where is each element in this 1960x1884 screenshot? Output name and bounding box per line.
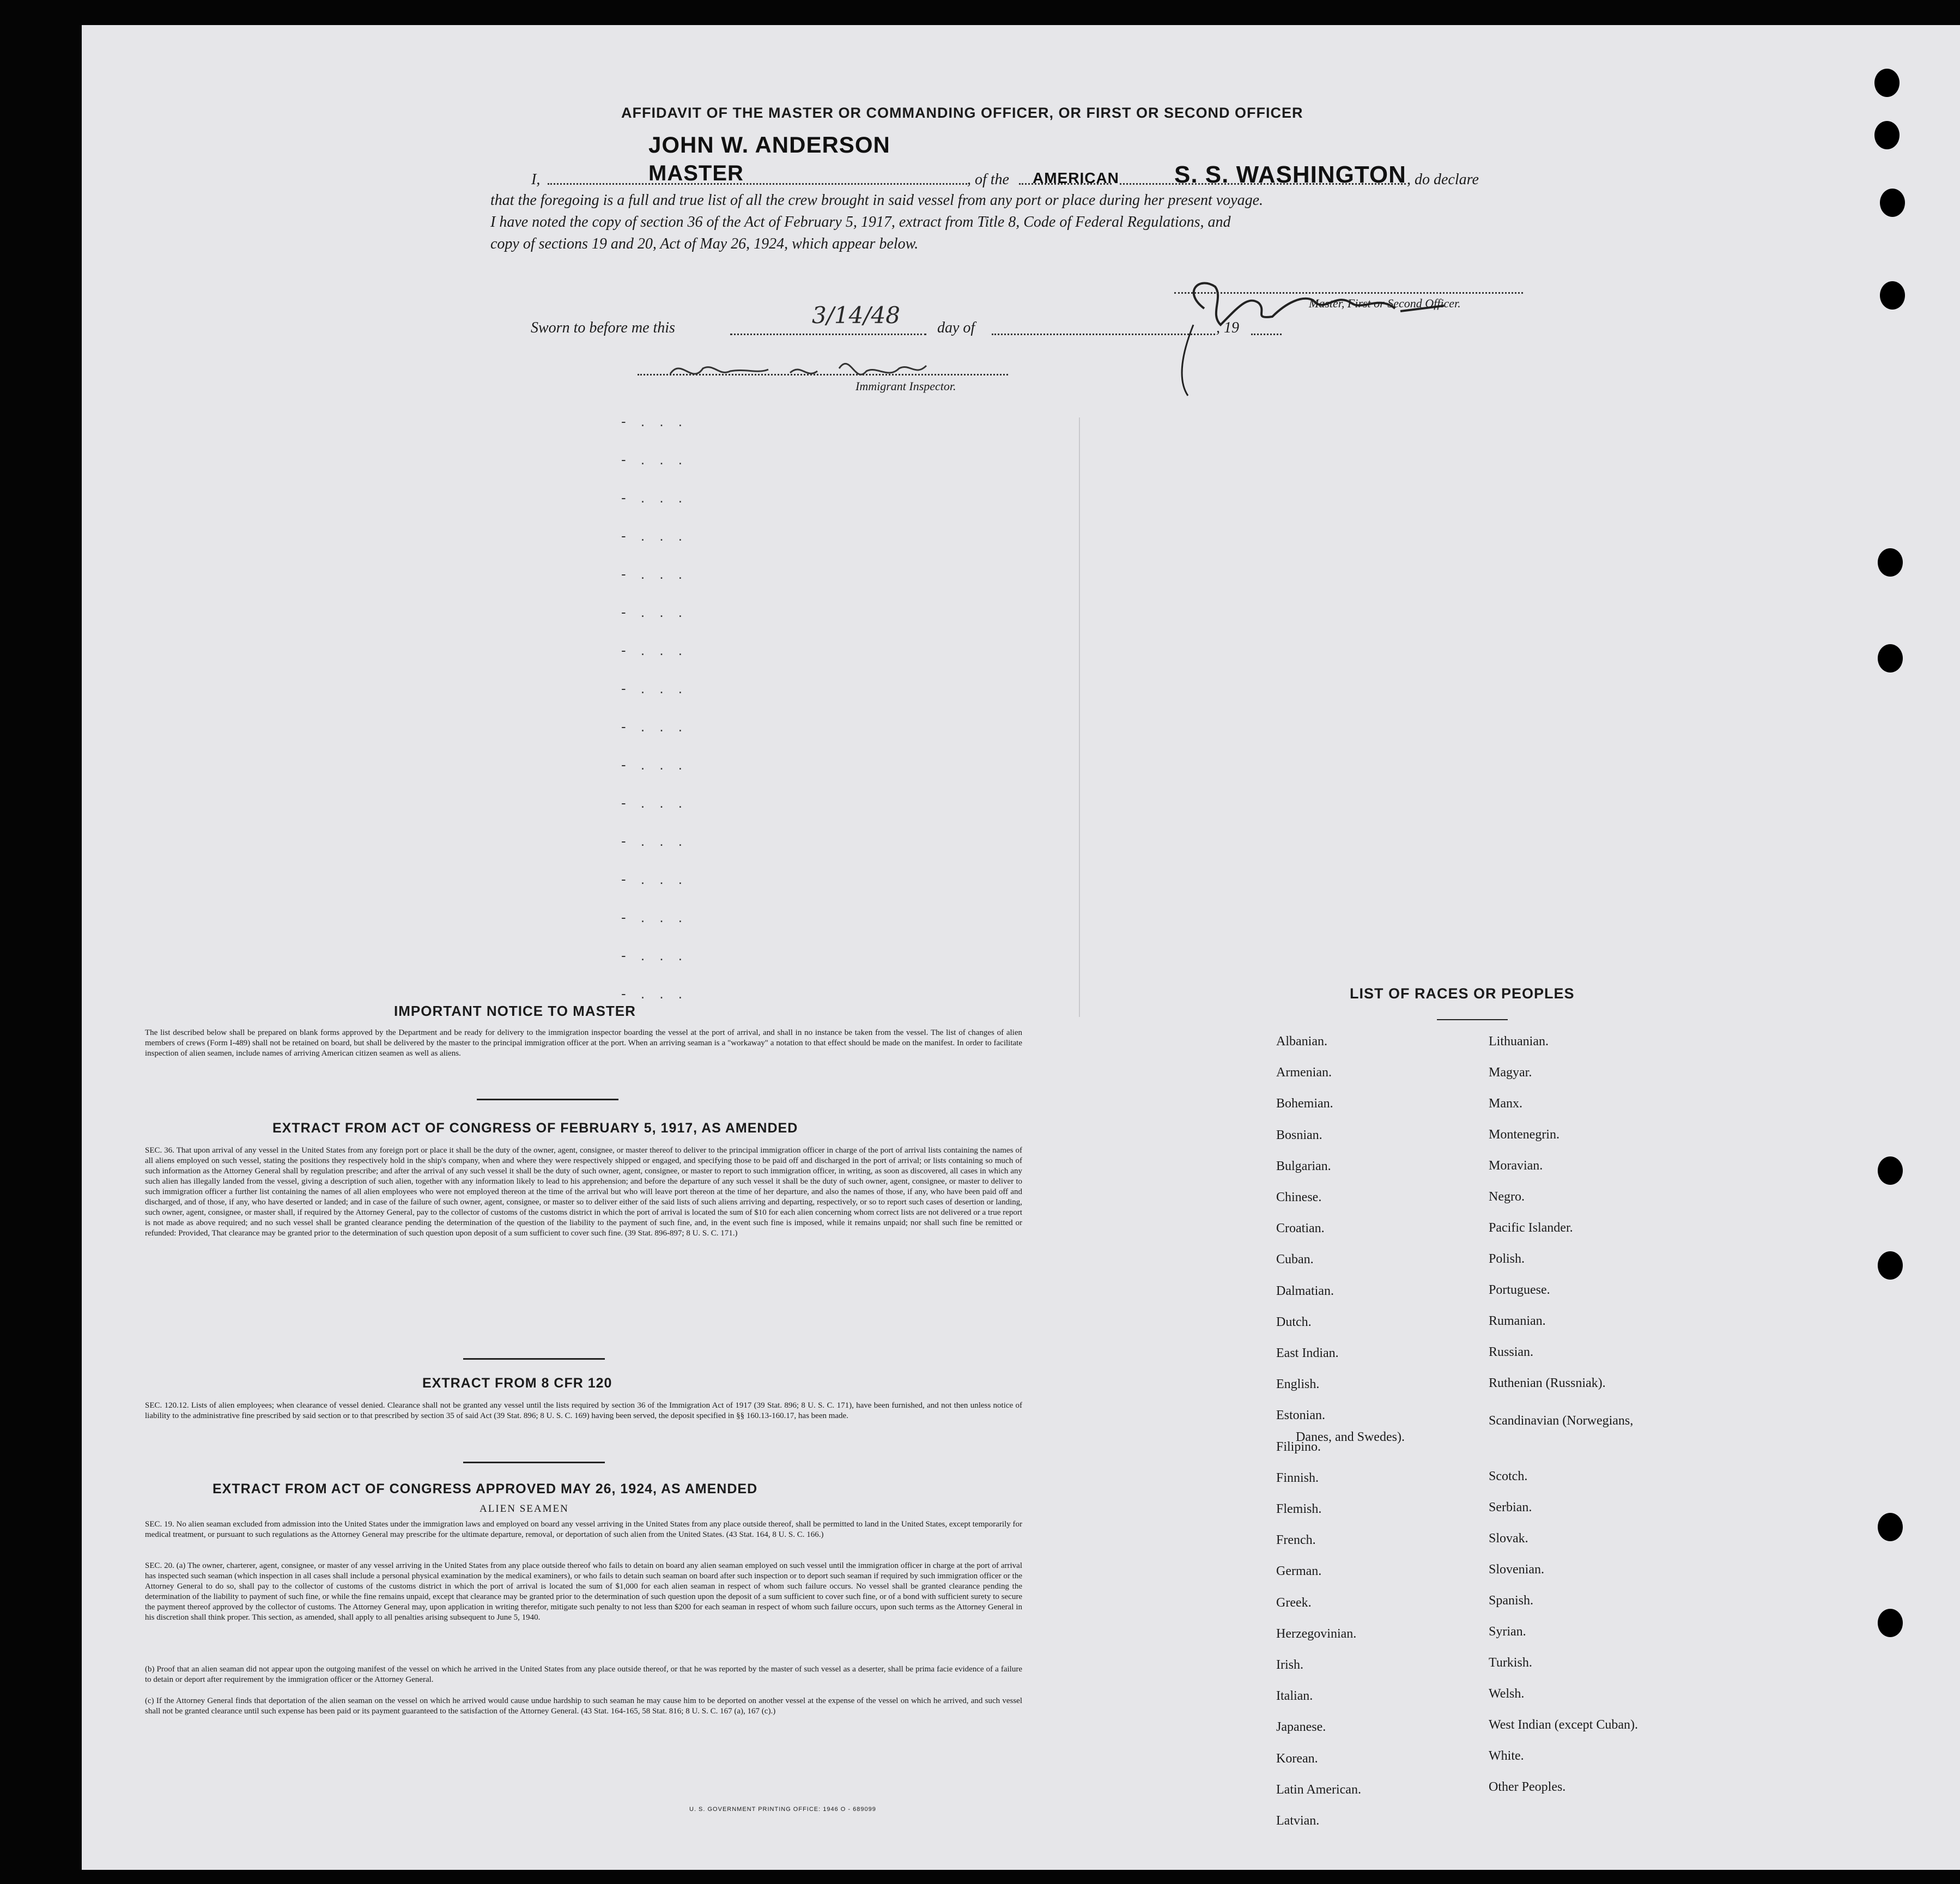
- extract-cfr-text: SEC. 120.12. Lists of alien employees; when clearance of vessel denied. Clearance shall not be granted any vessel until the lists required by section 36 of the Immigration Act of 1917 (39 Stat. 896; 8 U. S. C. 171), have been furnished, and not then unless notice of liability to the administrative fine prescribed by said section or to that prescribed by section 35 of said Act (39 Stat. 896; 8 U. S. C. 169) having been served, the deposit specified in §§ 160.13-160.17, has been made.: [145, 1401, 1022, 1420]
- row-mark: - . . .: [621, 985, 688, 1002]
- notice-text: The list described below shall be prepared on blank forms approved by the Department and be ready for delivery to the immigration inspector boarding the vessel at the port of arrival, and shall in no instance be taken from the vessel. The list of changes of alien members of crews (Form I-489) shall not be retained on board, but shall be delivered by the master to the principal immigration officer at the port. When an arriving seaman is a "workaway" a notation to that effect should be made on the manifest. In order to facilitate inspection of alien seamen, include names of arriving American citizen seamen as well as aliens.: [145, 1028, 1022, 1058]
- race-item: Danes, and Swedes).: [1296, 1430, 1405, 1444]
- race-item: Japanese.: [1276, 1720, 1326, 1735]
- master-signature-line: [1174, 292, 1523, 294]
- race-item: Slovak.: [1489, 1531, 1528, 1546]
- race-item: Herzegovinian.: [1276, 1626, 1357, 1641]
- row-mark: - . . .: [621, 756, 688, 773]
- race-item: Spanish.: [1489, 1594, 1534, 1608]
- race-item: Scotch.: [1489, 1469, 1528, 1483]
- alien-seamen-subtitle: ALIEN SEAMEN: [480, 1503, 569, 1515]
- master-name: JOHN W. ANDERSON: [648, 132, 890, 157]
- inspector-signature-line: [638, 374, 1008, 375]
- race-item: Negro.: [1489, 1190, 1525, 1204]
- of-the-label: , of the: [967, 171, 1009, 188]
- race-item: Ruthenian (Russniak).: [1489, 1376, 1606, 1390]
- race-item: Irish.: [1276, 1658, 1303, 1672]
- affidavit-line-3: I have noted the copy of section 36 of the Act of February 5, 1917, extract from Title 8, Code of Federal Regulations, and: [490, 214, 1231, 231]
- race-item: Lithuanian.: [1489, 1034, 1549, 1049]
- row-mark: - . . .: [621, 795, 688, 811]
- race-item: Filipino.: [1276, 1439, 1321, 1454]
- race-item: Latvian.: [1276, 1814, 1320, 1828]
- printing-office-footer: U. S. GOVERNMENT PRINTING OFFICE: 1946 O - 689099: [689, 1806, 876, 1813]
- punch-hole: [1878, 548, 1903, 577]
- race-item: White.: [1489, 1749, 1524, 1763]
- document-sheet: [82, 25, 1960, 1870]
- race-item: Latin American.: [1276, 1782, 1361, 1797]
- row-mark: - . . .: [621, 489, 688, 506]
- punch-hole: [1878, 1609, 1903, 1637]
- extract-1924-title: EXTRACT FROM ACT OF CONGRESS APPROVED MAY 26, 1924, AS AMENDED: [213, 1481, 758, 1497]
- race-item: Magyar.: [1489, 1065, 1532, 1080]
- affidavit-title: AFFIDAVIT OF THE MASTER OR COMMANDING OFFICER, OR FIRST OR SECOND OFFICER: [621, 105, 1303, 121]
- race-item: Manx.: [1489, 1097, 1522, 1111]
- row-mark: - . . .: [621, 833, 688, 849]
- faint-column-divider: [1079, 417, 1080, 1017]
- master-signature-caption: Master, First or Second Officer.: [1309, 296, 1461, 310]
- race-item: Korean.: [1276, 1751, 1318, 1766]
- race-item: English.: [1276, 1377, 1320, 1392]
- extract-1924-sec20c: (c) If the Attorney General finds that deportation of the alien seaman on the vessel on which he arrived would cause undue hardship to such seaman he may cause him to be deported on another vessel at the expense of the vessel on which he arrived, and such vessel shall not be granted clearance until such expense has been paid or its payment guaranteed to the satisfaction of the Attorney General. (43 Stat. 164-165, 58 Stat. 816; 8 U. S. C. 167 (a), 167 (c).): [145, 1697, 1022, 1716]
- race-item: Slovenian.: [1489, 1562, 1544, 1577]
- year-blank: [1251, 334, 1282, 335]
- year-label: , 19: [1216, 319, 1239, 336]
- race-item: Turkish.: [1489, 1656, 1532, 1670]
- do-declare-label: , do declare: [1407, 171, 1479, 188]
- notice-title: IMPORTANT NOTICE TO MASTER: [394, 1003, 636, 1019]
- race-item: Other Peoples.: [1489, 1780, 1566, 1794]
- affidavit-line-4: copy of sections 19 and 20, Act of May 26, 1924, which appear below.: [490, 235, 919, 252]
- race-item: Pacific Islander.: [1489, 1221, 1573, 1235]
- race-item: Serbian.: [1489, 1500, 1532, 1515]
- affidavit-i-label: I,: [531, 171, 541, 188]
- race-item: Estonian.: [1276, 1408, 1325, 1423]
- races-title-rule: [1437, 1019, 1508, 1020]
- extract-1924-sec20b: (b) Proof that an alien seaman did not appear upon the outgoing manifest of the vessel on which he arrived in the United States from any place outside thereof, or that he was reported by the master of such vessel as a deserter, shall be prima facie evidence of a failure to detain or deport after requirement by the immigration officer or the Attorney General.: [145, 1665, 1022, 1684]
- race-item: Cuban.: [1276, 1252, 1314, 1267]
- extract-1924-sec19: SEC. 19. No alien seaman excluded from admission into the United States under the immigration laws and employed on board any vessel arriving in the United States from any place outside thereof, shall be permitted to land in the United States, except temporarily for medical treatment, or pursuant to such regulations as the Attorney General may prescribe for the ultimate departure, removal, or deportation of such alien from the United States. (43 Stat. 164, 8 U. S. C. 166.): [145, 1520, 1022, 1539]
- section-divider: [477, 1099, 618, 1100]
- race-item: Dutch.: [1276, 1314, 1312, 1329]
- extract-1917-title: EXTRACT FROM ACT OF CONGRESS OF FEBRUARY 5, 1917, AS AMENDED: [272, 1120, 798, 1136]
- inspector-signature-caption: Immigrant Inspector.: [855, 379, 956, 393]
- section-divider: [463, 1462, 605, 1463]
- punch-hole: [1874, 69, 1900, 97]
- race-item: Syrian.: [1489, 1625, 1526, 1639]
- affidavit-line-2: that the foregoing is a full and true list of all the crew brought in said vessel from any port or place during her present voyage.: [490, 192, 1264, 209]
- race-item: East Indian.: [1276, 1346, 1339, 1360]
- races-title: LIST OF RACES OR PEOPLES: [1350, 985, 1575, 1002]
- race-item: Flemish.: [1276, 1502, 1322, 1516]
- row-mark: - . . .: [621, 718, 688, 735]
- month-blank: [992, 334, 1215, 335]
- extract-1924-sec20a: SEC. 20. (a) The owner, charterer, agent, consignee, or master of any vessel arriving in the United States from any place outside thereof who fails to detain on board any alien seaman employed on such vessel until the immigration officer in charge at the port of arrival has inspected such seaman (which inspection in all cases shall include a personal physical examination by the medical examiners), or who fails to detain such seaman on board after such inspection or to deport such seaman if required by such immigration officer or the Attorney General to do so, shall pay to the collector of customs of the customs district in which the port of arrival is located the sum of $1,000 for each alien seaman in respect of whom such failure occurs. No vessel shall be granted clearance pending the determination of the liability to payment of such fine, or while the fine remains unpaid, except that clearance may be granted prior to the determination of such question upon the deposit of a sum sufficient to cover such fine, or of a bond with sufficient surety to secure the payment thereof approved by the collector of customs. The Attorney General may, upon application in writing therefor, mitigate such penalty to not less than $200 for each seaman in respect of whom such failure occurs, upon such terms as the Attorney General in his discretion shall think proper. This section, as amended, shall apply to all penalties arising subsequent to June 5, 1940.: [145, 1561, 1022, 1622]
- sworn-date-blank: [730, 334, 926, 335]
- race-item: Greek.: [1276, 1595, 1312, 1610]
- race-item: Welsh.: [1489, 1687, 1525, 1701]
- row-mark: - . . .: [621, 871, 688, 887]
- race-item: Rumanian.: [1489, 1314, 1546, 1328]
- vessel-nationality: AMERICAN: [1033, 169, 1119, 186]
- race-item: Russian.: [1489, 1345, 1534, 1359]
- race-item: Armenian.: [1276, 1065, 1332, 1080]
- row-mark: - . . .: [621, 909, 688, 925]
- name-blank-line: [548, 183, 967, 185]
- race-item: Dalmatian.: [1276, 1283, 1334, 1298]
- race-item: West Indian (except Cuban).: [1489, 1718, 1638, 1732]
- race-item: Italian.: [1276, 1689, 1313, 1704]
- punch-hole: [1874, 121, 1900, 149]
- race-item: Moravian.: [1489, 1159, 1543, 1173]
- race-item: Montenegrin.: [1489, 1128, 1559, 1142]
- race-item: Albanian.: [1276, 1034, 1327, 1049]
- row-mark: - . . .: [621, 528, 688, 544]
- row-mark: - . . .: [621, 604, 688, 620]
- day-of-label: day of: [937, 319, 975, 336]
- row-mark: - . . .: [621, 947, 688, 964]
- punch-hole: [1878, 1251, 1903, 1280]
- row-mark: - . . .: [621, 413, 688, 429]
- master-rank: MASTER: [648, 161, 744, 185]
- punch-hole: [1878, 644, 1903, 673]
- race-item: German.: [1276, 1564, 1322, 1579]
- race-item: Portuguese.: [1489, 1283, 1550, 1297]
- race-item: Bosnian.: [1276, 1128, 1322, 1142]
- section-divider: [463, 1358, 605, 1360]
- row-mark: - . . .: [621, 680, 688, 696]
- punch-hole: [1878, 1513, 1903, 1541]
- row-mark: - . . .: [621, 566, 688, 582]
- extract-1917-text: SEC. 36. That upon arrival of any vessel in the United States from any foreign port or place it shall be the duty of the owner, agent, consignee, or master thereof to deliver to the principal immigration officer in charge of the port of arrival lists containing the names of all aliens employed on such vessel, stating the positions they respectively hold in the ship's company, when and where they were respectively shipped or engaged, and specifying those to be paid off and discharged in the port of arrival; or lists containing so much of such information as the Attorney General shall by regulation prescribe; and after the arrival of any such vessel it shall be the duty of such owner, agent, consignee, or master to report to such immigration officer, in writing, as soon as discovered, all cases in which any such alien has illegally landed from the vessel, giving a description of such alien, together with any information likely to lead to his apprehension; and before the departure of any such vessel it shall be the duty of such owner, agent, consignee, or master to deliver to such immigration officer a further list containing the names of all alien employees who were not employed thereon at the time of the arrival but who will leave port thereon at the time of her departure, and also the names of those, if any, who have been paid off and discharged, and of those, if any, who have deserted or landed; and in case of the failure of such owner, agent, consignee, or master so to deliver either of the said lists of such aliens arriving and departing, respectively, or so to report such cases of desertion or landing, such owner, agent, consignee, or master shall, if required by the Attorney General, pay to the collector of customs of the customs district in which the port of arrival is located the sum of $10 for each alien concerning whom correct lists are not delivered or a true report is not made as above required; and no such vessel shall be granted clearance pending the determination of the question of the liability to the payment of such fine, and, in the event such fine is imposed, while it remains unpaid; nor shall such fine be remitted or refunded: Provided, That clearance may be granted prior to the determination of such question upon deposit of a sum sufficient to cover such fine. (39 Stat. 896-897; 8 U. S. C. 171.): [145, 1146, 1022, 1238]
- race-item: Polish.: [1489, 1252, 1525, 1266]
- row-mark: - . . .: [621, 642, 688, 658]
- punch-hole: [1880, 281, 1905, 310]
- punch-hole: [1880, 189, 1905, 217]
- race-item: French.: [1276, 1533, 1316, 1548]
- race-item: Croatian.: [1276, 1221, 1325, 1236]
- race-item: Finnish.: [1276, 1470, 1319, 1485]
- race-item: Bohemian.: [1276, 1097, 1333, 1111]
- race-item: Bulgarian.: [1276, 1159, 1331, 1173]
- sworn-label: Sworn to before me this: [531, 319, 675, 336]
- extract-cfr-title: EXTRACT FROM 8 CFR 120: [422, 1376, 612, 1391]
- race-item: Scandinavian (Norwegians,: [1489, 1414, 1634, 1428]
- row-mark: - . . .: [621, 451, 688, 468]
- vessel-name: S. S. WASHINGTON: [1174, 161, 1406, 188]
- sworn-date-handwritten: 3/14/48: [812, 302, 900, 329]
- punch-hole: [1878, 1156, 1903, 1185]
- race-item: Chinese.: [1276, 1190, 1322, 1204]
